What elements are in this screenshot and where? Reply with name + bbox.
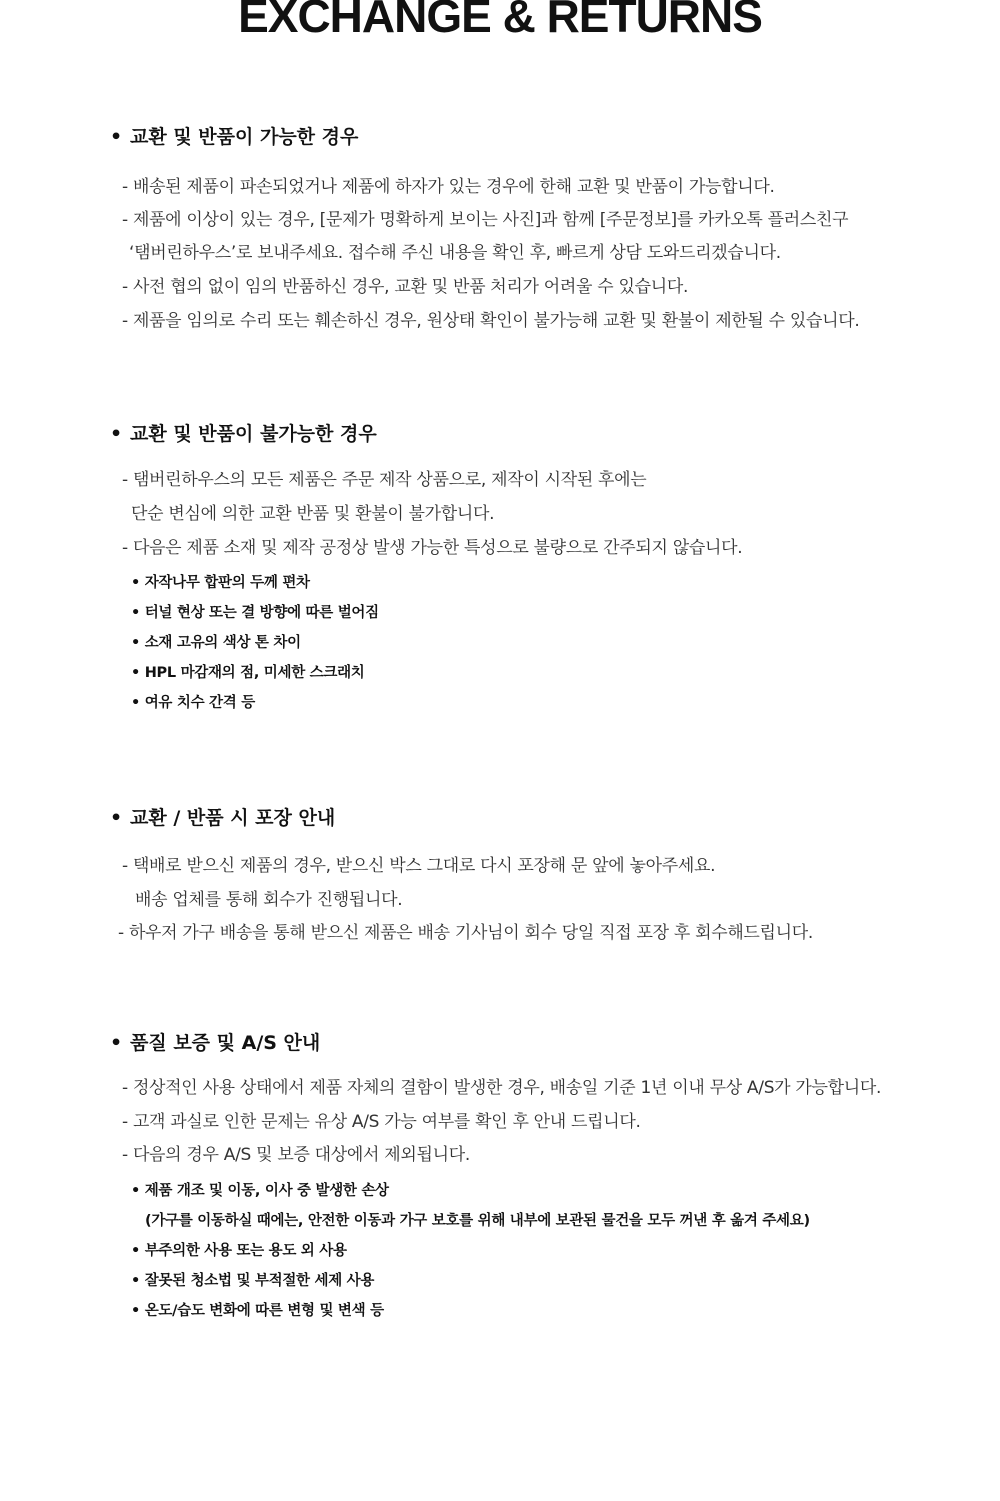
policy-line: - 탬버린하우스의 모든 제품은 주문 제작 상품으로, 제작이 시작된 후에는 [122, 470, 647, 490]
policy-line: - 다음의 경우 A/S 및 보증 대상에서 제외됩니다. [122, 1145, 470, 1165]
bullet-dot: • [110, 807, 123, 829]
policy-line: - 하우저 가구 배송을 통해 받으신 제품은 배송 기사님이 회수 당일 직접 포장 후 회수해드립니다. [118, 923, 814, 943]
section-heading [110, 1031, 320, 1055]
as-exclusion-item: • 제품 개조 및 이동, 이사 중 발생한 손상 [131, 1183, 389, 1199]
policy-line: - 배송된 제품이 파손되었거나 제품에 하자가 있는 경우에 한해 교환 및 반품이 가능합니다. [122, 177, 775, 197]
policy-line: - 사전 협의 없이 임의 반품하신 경우, 교환 및 반품 처리가 어려울 수 있습니다. [122, 277, 689, 297]
bullet-dot: • [110, 1032, 123, 1054]
policy-line: - 택배로 받으신 제품의 경우, 받으신 박스 그대로 다시 포장해 문 앞에 놓아주세요. [122, 856, 716, 876]
defect-exception-item: • 여유 치수 간격 등 [131, 695, 255, 711]
defect-exception-item: • 소재 고유의 색상 톤 차이 [131, 635, 301, 651]
policy-line: - 제품에 이상이 있는 경우, [문제가 명확하게 보이는 사진]과 함께 [주문정보]를 카카오톡 플러스친구 [122, 210, 849, 230]
as-exclusion-item: • 잘못된 청소법 및 부적절한 세제 사용 [131, 1273, 375, 1289]
section-heading-text: 교환 및 반품이 불가능한 경우 [130, 423, 377, 445]
bullet-dot: • [110, 126, 123, 148]
section-heading [110, 422, 377, 446]
section-heading [110, 125, 358, 149]
defect-exception-item: • 자작나무 합판의 두께 편차 [131, 575, 310, 591]
section-heading-text: 교환 / 반품 시 포장 안내 [130, 807, 336, 829]
policy-line: - 정상적인 사용 상태에서 제품 자체의 결함이 발생한 경우, 배송일 기준 1년 이내 무상 A/S가 가능합니다. [122, 1078, 882, 1098]
policy-line: - 다음은 제품 소재 및 제작 공정상 발생 가능한 특성으로 불량으로 간주되지 않습니다. [122, 538, 743, 558]
policy-line: - 제품을 임의로 수리 또는 훼손하신 경우, 원상태 확인이 불가능해 교환 및 환불이 제한될 수 있습니다. [122, 311, 860, 331]
defect-exception-item: • 터널 현상 또는 결 방향에 따른 벌어짐 [131, 605, 379, 621]
as-exclusion-item: • 온도/습도 변화에 따른 변형 및 변색 등 [131, 1303, 384, 1319]
as-exclusion-item: • 부주의한 사용 또는 용도 외 사용 [131, 1243, 347, 1259]
defect-exception-item: • HPL 마감재의 점, 미세한 스크래치 [131, 665, 365, 681]
section-heading [110, 806, 335, 830]
section-heading-text: 품질 보증 및 A/S 안내 [130, 1032, 321, 1054]
page-title: EXCHANGE & RETURNS [238, 0, 762, 42]
bullet-dot: • [110, 423, 123, 445]
policy-line: 단순 변심에 의한 교환 반품 및 환불이 불가합니다. [131, 504, 495, 524]
policy-line: - 고객 과실로 인한 문제는 유상 A/S 가능 여부를 확인 후 안내 드립니다. [122, 1112, 641, 1132]
section-heading-text: 교환 및 반품이 가능한 경우 [130, 126, 359, 148]
policy-line: ‘탬버린하우스’로 보내주세요. 접수해 주신 내용을 확인 후, 빠르게 상담 도와드리겠습니다. [129, 243, 781, 263]
as-exclusion-note: (가구를 이동하실 때에는, 안전한 이동과 가구 보호를 위해 내부에 보관된 물건을 모두 꺼낸 후 옮겨 주세요) [145, 1213, 810, 1229]
policy-line: 배송 업체를 통해 회수가 진행됩니다. [135, 890, 403, 910]
